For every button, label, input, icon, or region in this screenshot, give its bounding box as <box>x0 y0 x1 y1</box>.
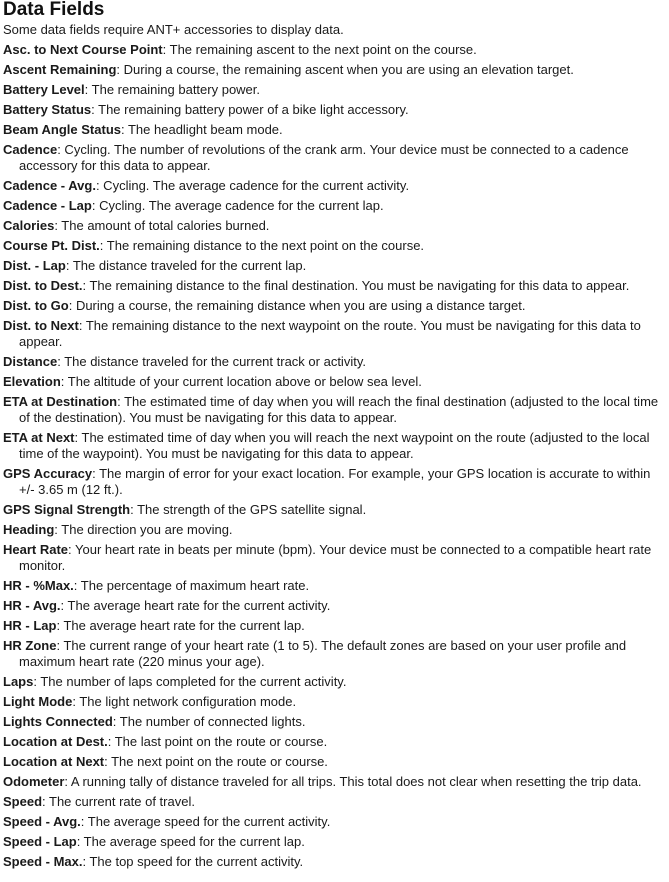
data-field-description: : The light network configuration mode. <box>72 694 297 709</box>
data-field-term: Laps <box>3 674 34 689</box>
data-field-item <box>3 296 665 316</box>
data-field-item <box>3 464 665 500</box>
data-field-item <box>3 832 665 852</box>
data-field-term: Asc. to Next Course Point <box>3 42 163 57</box>
data-field-term: HR - %Max. <box>3 578 74 593</box>
data-field-description: : Cycling. The average cadence for the current activity. <box>95 178 410 193</box>
data-field-item <box>3 196 665 216</box>
data-field-term: Calories <box>3 218 55 233</box>
data-field-description: : The average speed for the current lap. <box>76 834 305 849</box>
data-field-item <box>3 392 665 428</box>
data-field-term: Dist. to Go <box>3 298 69 313</box>
data-field-description: : The average heart rate for the current lap. <box>56 618 305 633</box>
data-field-term: Light Mode <box>3 694 73 709</box>
data-field-item <box>3 520 665 540</box>
data-field-term: Elevation <box>3 374 61 389</box>
data-field-term: Battery Level <box>3 82 85 97</box>
data-field-item <box>3 372 665 392</box>
data-field-description: : During a course, the remaining ascent when you are using an elevation target. <box>116 62 574 77</box>
data-field-term: HR Zone <box>3 638 57 653</box>
data-field-item <box>3 812 665 832</box>
data-field-term: HR - Lap <box>3 618 57 633</box>
data-field-description: : The remaining distance to the next waypoint on the route. You must be navigating for this data to appear. <box>19 318 641 349</box>
data-field-description: : The number of laps completed for the current activity. <box>33 674 347 689</box>
data-field-term: Dist. to Next <box>3 318 79 333</box>
data-field-description: : The current rate of travel. <box>42 794 195 809</box>
data-field-item <box>3 772 665 792</box>
data-field-description: : The average speed for the current activity. <box>80 814 331 829</box>
data-field-term: ETA at Next <box>3 430 75 445</box>
data-field-item <box>3 616 665 636</box>
intro-text: Some data fields require ANT+ accessories to display data. <box>3 22 344 37</box>
data-field-item <box>3 140 665 176</box>
data-field-description: : The distance traveled for the current track or activity. <box>57 354 366 369</box>
data-field-item <box>3 352 665 372</box>
data-field-item <box>3 60 665 80</box>
data-field-description: : The distance traveled for the current lap. <box>65 258 307 273</box>
data-field-description: : The percentage of maximum heart rate. <box>73 578 310 593</box>
data-field-term: Course Pt. Dist. <box>3 238 100 253</box>
data-field-term: Cadence - Lap <box>3 198 92 213</box>
data-field-term: Location at Next <box>3 754 105 769</box>
data-field-term: Lights Connected <box>3 714 113 729</box>
data-field-description: : The remaining distance to the final destination. You must be navigating for this data to appear. <box>82 278 630 293</box>
data-field-term: Beam Angle Status <box>3 122 121 137</box>
data-field-term: Heart Rate <box>3 542 69 557</box>
data-field-item <box>3 636 665 672</box>
data-field-item <box>3 120 665 140</box>
data-field-item <box>3 732 665 752</box>
data-field-item <box>3 40 665 60</box>
data-field-term: GPS Accuracy <box>3 466 93 481</box>
data-field-description: : Your heart rate in beats per minute (bpm). Your device must be connected to a compatible heart rate monitor. <box>19 542 652 573</box>
data-field-item <box>3 176 665 196</box>
data-field-term: Distance <box>3 354 58 369</box>
data-field-term: Location at Dest. <box>3 734 108 749</box>
data-field-description: : The current range of your heart rate (1 to 5). The default zones are based on your user profile and maximum heart rate (220 minus your age). <box>19 638 627 669</box>
data-field-description: : The average heart rate for the current activity. <box>60 598 331 613</box>
data-field-term: GPS Signal Strength <box>3 502 131 517</box>
data-field-description: : The next point on the route or course. <box>104 754 328 769</box>
data-field-item <box>3 316 665 352</box>
data-field-description: : The remaining ascent to the next point on the course. <box>162 42 477 57</box>
data-field-description: : The remaining distance to the next point on the course. <box>99 238 425 253</box>
data-field-term: Speed - Lap <box>3 834 77 849</box>
data-field-description: : The direction you are moving. <box>54 522 233 537</box>
data-field-item <box>3 500 665 520</box>
data-field-term: Cadence <box>3 142 58 157</box>
data-field-term: Speed - Avg. <box>3 814 81 829</box>
data-field-term: Heading <box>3 522 55 537</box>
data-field-item <box>3 80 665 100</box>
data-field-description: : The top speed for the current activity. <box>82 854 304 869</box>
data-field-term: Battery Status <box>3 102 92 117</box>
data-field-item <box>3 596 665 616</box>
data-fields-list <box>3 40 665 872</box>
data-field-term: Speed - Max. <box>3 854 83 869</box>
data-field-description: : The estimated time of day when you will reach the final destination (adjusted to the local time of the destination). You must be navigating for this data to appear. <box>19 394 659 425</box>
data-field-item <box>3 712 665 732</box>
data-field-item <box>3 428 665 464</box>
data-field-description: : The amount of total calories burned. <box>54 218 270 233</box>
data-field-description: : During a course, the remaining distance when you are using a distance target. <box>68 298 526 313</box>
data-field-description: : The estimated time of day when you will reach the next waypoint on the route (adjusted to the local time of the waypoint). You must be navigating for this data to appear. <box>19 430 650 461</box>
data-field-item <box>3 236 665 256</box>
data-field-description: : The altitude of your current location above or below sea level. <box>60 374 422 389</box>
data-field-description: : Cycling. The number of revolutions of the crank arm. Your device must be connected to a cadence accessory for this data to appear. <box>19 142 629 173</box>
data-field-term: Speed <box>3 794 43 809</box>
data-field-description: : The number of connected lights. <box>112 714 306 729</box>
data-field-term: HR - Avg. <box>3 598 61 613</box>
data-field-item <box>3 276 665 296</box>
data-field-item <box>3 216 665 236</box>
data-field-description: : A running tally of distance traveled for all trips. This total does not clear when resetting the trip data. <box>64 774 642 789</box>
data-field-term: Odometer <box>3 774 65 789</box>
data-field-description: : The remaining battery power. <box>84 82 261 97</box>
data-field-term: Ascent Remaining <box>3 62 117 77</box>
data-field-description: : The last point on the route or course. <box>107 734 328 749</box>
data-field-item <box>3 672 665 692</box>
data-field-description: : The remaining battery power of a bike light accessory. <box>91 102 409 117</box>
data-field-term: Dist. to Dest. <box>3 278 83 293</box>
data-field-item <box>3 540 665 576</box>
data-field-description: : The headlight beam mode. <box>121 122 283 137</box>
data-field-term: Cadence - Avg. <box>3 178 96 193</box>
data-field-term: Dist. - Lap <box>3 258 66 273</box>
data-field-term: ETA at Destination <box>3 394 118 409</box>
data-field-description: : Cycling. The average cadence for the current lap. <box>91 198 384 213</box>
page-title: Data Fields <box>3 0 105 20</box>
data-field-item <box>3 576 665 596</box>
data-field-item <box>3 100 665 120</box>
data-field-item <box>3 792 665 812</box>
data-field-description: : The margin of error for your exact location. For example, your GPS location is accurate to within +/- 3.65 m (12 ft.). <box>19 466 651 497</box>
data-field-description: : The strength of the GPS satellite signal. <box>130 502 367 517</box>
data-field-item <box>3 692 665 712</box>
data-field-item <box>3 752 665 772</box>
data-field-item <box>3 852 665 872</box>
data-field-item <box>3 256 665 276</box>
